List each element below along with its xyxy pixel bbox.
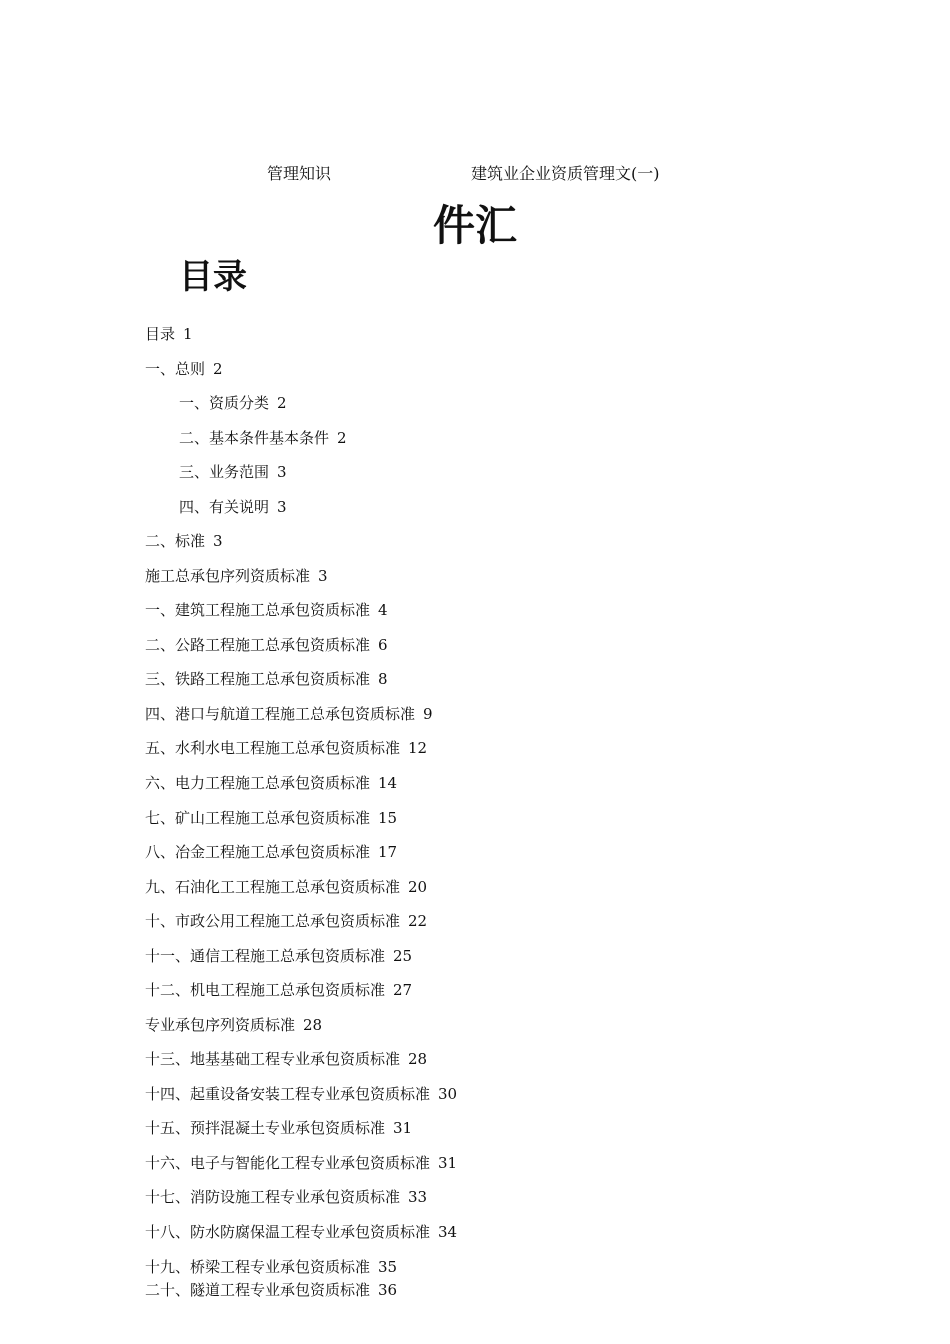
- toc-entry-page-number: 3: [318, 567, 328, 585]
- toc-entry-title: 四、港口与航道工程施工总承包资质标准: [145, 705, 416, 723]
- toc-entry-title: 七、矿山工程施工总承包资质标准: [145, 809, 371, 827]
- toc-entry-title: 二、标准: [145, 532, 206, 550]
- toc-entry-title: 四、有关说明: [179, 498, 270, 516]
- toc-entry-page-number: 17: [378, 843, 398, 861]
- toc-entry-page-number: 12: [408, 739, 428, 757]
- toc-entry[interactable]: [145, 842, 397, 862]
- toc-entry-page-number: 28: [303, 1016, 323, 1034]
- toc-entry[interactable]: [145, 1222, 457, 1242]
- toc-entry[interactable]: [179, 462, 287, 482]
- toc-entry-page-number: 31: [438, 1154, 458, 1172]
- toc-entry-page-number: 4: [378, 601, 388, 619]
- toc-entry-page-number: 3: [277, 463, 287, 481]
- toc-entry[interactable]: [145, 635, 388, 655]
- toc-entry[interactable]: [145, 531, 223, 551]
- toc-entry-title: 六、电力工程施工总承包资质标准: [145, 774, 371, 792]
- toc-entry[interactable]: [145, 738, 427, 758]
- toc-entry-page-number: 8: [378, 670, 388, 688]
- toc-entry-title: 一、总则: [145, 360, 206, 378]
- toc-entry[interactable]: [179, 393, 287, 413]
- toc-entry-page-number: 9: [423, 705, 433, 723]
- toc-entry-title: 目录: [145, 325, 176, 343]
- toc-entry-page-number: 28: [408, 1050, 428, 1068]
- toc-entry-title: 十四、起重设备安装工程专业承包资质标准: [145, 1085, 431, 1103]
- toc-entry[interactable]: [145, 1187, 427, 1207]
- toc-entry-title: 三、业务范围: [179, 463, 270, 481]
- toc-entry-title: 十五、预拌混凝土专业承包资质标准: [145, 1119, 386, 1137]
- toc-entry[interactable]: [145, 773, 397, 793]
- toc-entry-title: 五、水利水电工程施工总承包资质标准: [145, 739, 401, 757]
- toc-entry[interactable]: [145, 877, 427, 897]
- toc-entry[interactable]: [179, 428, 347, 448]
- toc-entry-title: 施工总承包序列资质标准: [145, 567, 311, 585]
- toc-entry-page-number: 2: [277, 394, 287, 412]
- toc-entry-page-number: 2: [213, 360, 223, 378]
- toc-entry-page-number: 15: [378, 809, 398, 827]
- toc-entry[interactable]: [145, 1118, 412, 1138]
- toc-entry[interactable]: [145, 808, 397, 828]
- toc-entry[interactable]: [145, 1257, 397, 1277]
- header-left-text: 管理知识: [267, 164, 332, 183]
- toc-entry-title: 十七、消防设施工程专业承包资质标准: [145, 1188, 401, 1206]
- toc-entry-title: 十九、桥梁工程专业承包资质标准: [145, 1258, 371, 1276]
- toc-entry-page-number: 1: [183, 325, 193, 343]
- toc-entry-page-number: 14: [378, 774, 398, 792]
- toc-entry-title: 八、冶金工程施工总承包资质标准: [145, 843, 371, 861]
- toc-entry-title: 一、资质分类: [179, 394, 270, 412]
- toc-entry[interactable]: [145, 1084, 457, 1104]
- toc-entry-page-number: 30: [438, 1085, 458, 1103]
- toc-entry[interactable]: [145, 1280, 397, 1300]
- toc-entry-page-number: 3: [213, 532, 223, 550]
- toc-entry[interactable]: [145, 946, 412, 966]
- toc-entry-title: 十六、电子与智能化工程专业承包资质标准: [145, 1154, 431, 1172]
- toc-entry[interactable]: [145, 359, 223, 379]
- toc-entry[interactable]: [145, 1153, 457, 1173]
- toc-entry[interactable]: [145, 911, 427, 931]
- toc-entry-page-number: 2: [337, 429, 347, 447]
- toc-entry-page-number: 34: [438, 1223, 458, 1241]
- toc-entry-title: 十、市政公用工程施工总承包资质标准: [145, 912, 401, 930]
- toc-entry-page-number: 31: [393, 1119, 413, 1137]
- toc-entry-page-number: 20: [408, 878, 428, 896]
- toc-entry[interactable]: [145, 566, 328, 586]
- document-title-continuation: 件汇: [432, 201, 517, 250]
- toc-entry-title: 十二、机电工程施工总承包资质标准: [145, 981, 386, 999]
- header-right-text: 建筑业企业资质管理文(一): [471, 164, 660, 183]
- toc-entry-title: 十八、防水防腐保温工程专业承包资质标准: [145, 1223, 431, 1241]
- toc-entry-page-number: 22: [408, 912, 428, 930]
- toc-heading: 目录: [179, 257, 247, 297]
- toc-entry-title: 三、铁路工程施工总承包资质标准: [145, 670, 371, 688]
- toc-entry-page-number: 27: [393, 981, 413, 999]
- toc-entry-page-number: 35: [378, 1258, 398, 1276]
- toc-entry[interactable]: [145, 600, 388, 620]
- toc-entry-title: 一、建筑工程施工总承包资质标准: [145, 601, 371, 619]
- toc-entry-title: 专业承包序列资质标准: [145, 1016, 296, 1034]
- toc-entry-title: 九、石油化工工程施工总承包资质标准: [145, 878, 401, 896]
- toc-entry-page-number: 36: [378, 1281, 398, 1299]
- toc-entry[interactable]: [145, 704, 433, 724]
- toc-entry[interactable]: [145, 1015, 322, 1035]
- toc-entry[interactable]: [145, 1049, 427, 1069]
- toc-entry[interactable]: [179, 497, 287, 517]
- toc-entry-title: 二十、隧道工程专业承包资质标准: [145, 1281, 371, 1299]
- toc-entry-title: 十一、通信工程施工总承包资质标准: [145, 947, 386, 965]
- toc-entry[interactable]: [145, 669, 388, 689]
- toc-entry[interactable]: [145, 980, 412, 1000]
- toc-entry-page-number: 3: [277, 498, 287, 516]
- toc-entry-page-number: 33: [408, 1188, 428, 1206]
- toc-entry-title: 二、基本条件基本条件: [179, 429, 330, 447]
- toc-entry-page-number: 25: [393, 947, 413, 965]
- toc-entry-title: 十三、地基基础工程专业承包资质标准: [145, 1050, 401, 1068]
- toc-entry-page-number: 6: [378, 636, 388, 654]
- toc-entry[interactable]: [145, 324, 193, 344]
- toc-entry-title: 二、公路工程施工总承包资质标准: [145, 636, 371, 654]
